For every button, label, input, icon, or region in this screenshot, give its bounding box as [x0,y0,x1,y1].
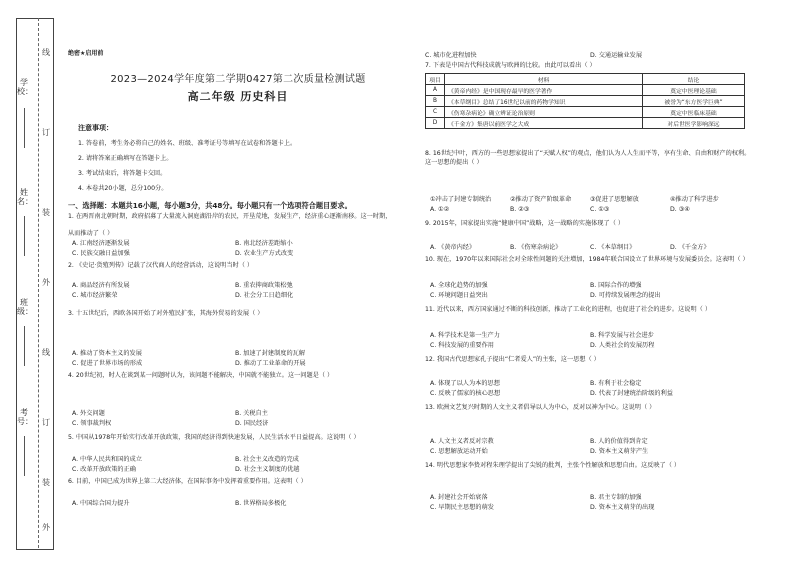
q5-option-a[interactable]: A. 中华人民共和国的成立 [72,456,142,463]
table-cell: 《本草纲目》总结了16世纪以前的药物学知识 [445,96,643,107]
q12-option-b[interactable]: B. 有利于社会稳定 [590,380,642,387]
table-header-cell: 结论 [643,74,745,85]
q10-option-a[interactable]: A. 全球化趋势的加强 [430,282,488,289]
q2-option-c[interactable]: C. 城市经济繁荣 [72,292,118,299]
q11-option-d[interactable]: D. 人类社会的发展历程 [590,342,655,349]
q8-option-c[interactable]: C. ①③ [590,206,610,213]
q5-option-d[interactable]: D. 社会主义制度的优越 [235,466,300,473]
exam-no-label: 考号： [17,408,33,426]
cut-line [38,18,39,548]
dash-mark: 装 [42,478,50,487]
table-cell: 奠定中医临床基础 [643,107,745,118]
q13-option-a[interactable]: A. 人文主义者反对宗教 [430,438,494,445]
q14-option-b[interactable]: B. 君主专制的加强 [590,494,642,501]
q2-option-b[interactable]: B. 重农抑商政策松弛 [235,282,293,289]
question-7-table [425,73,745,129]
q12-option-a[interactable]: A. 体现了以人为本的思想 [430,380,500,387]
question-12-stem: 12. 我国古代思想家孔子提出“仁者爱人”的主张，这一思想（ ） [425,356,600,363]
name-underline [24,216,26,256]
table-cell: B [426,96,445,107]
table-cell: 被誉为“东方医学巨典” [643,96,745,107]
table-header-cell: 项目 [426,74,445,85]
q1-option-d[interactable]: D. 农业生产方式改变 [235,250,294,257]
q11-option-b[interactable]: B. 科学发展与社会进步 [590,332,654,339]
exam-title: 2023—2024学年度第二学期0427第二次质量检测试题 [110,74,366,85]
question-1-stem: 1. 在两晋南北朝时期，政府招募了大量流入洞庭湖沿岸的农民，开垦荒地，发展生产，经济重心逐渐南移。这一时期， [68,213,392,220]
question-6-stem: 6. 目前，中国已成为世界上第二大经济体，在国际事务中发挥着重要作用。这表明（ ） [68,478,307,485]
dash-mark: 线 [42,48,50,57]
q1-option-a[interactable]: A. 江南经济逐渐发展 [72,240,130,247]
question-11-stem: 11. 近代以来，西方国家通过不断的科技创新，推动了工业化的进程，也促进了社会的进步。这说明（ ） [425,306,712,313]
q14-option-c[interactable]: C. 早期民主思想的萌发 [430,504,494,511]
question-8-stem: 8. 16世纪中叶，西方的一些思想家提出了“天赋人权”的观点，他们认为人人生而平等，享有生命、自由和财产的权利。这一思想的提出（ ） [425,150,751,166]
q13-option-b[interactable]: B. 人的价值得到肯定 [590,438,648,445]
table-header-row [426,74,745,85]
confidential-mark: 绝密★启用前 [68,50,104,57]
table-row [426,107,745,118]
table-cell: A [426,85,445,96]
q6-option-c[interactable]: C. 城市化进程加快 [425,52,477,59]
exam-subtitle: 高二年级 历史科目 [187,90,289,103]
question-3-stem: 3. 十五世纪后，西欧各国开始了对外殖民扩张，其海外贸易的发展（ ） [68,310,264,317]
q9-option-a[interactable]: A. 《黄帝内经》 [430,244,476,251]
question-7-stem: 7. 下表是中国古代科技成就与欧洲的比较。由此可以看出（ ） [425,62,596,69]
table-cell: 《伤寒杂病论》确立辨证论治原则 [445,107,643,118]
dash-mark: 订 [42,418,50,427]
table-row [426,85,745,96]
q9-option-d[interactable]: D. 《千金方》 [670,244,710,251]
notice-heading: 注意事项： [78,124,113,132]
binding-strip [8,18,58,548]
q1-option-c[interactable]: C. 民族交融日益加强 [72,250,130,257]
q6-option-b[interactable]: B. 世界格局多极化 [235,500,287,507]
notice-item: 4. 本卷共20小题，总分100分。 [78,185,168,192]
q4-option-a[interactable]: A. 外交问题 [72,410,105,417]
q3-option-c[interactable]: C. 促进了世界市场的形成 [72,360,143,367]
q11-option-a[interactable]: A. 科学技术是第一生产力 [430,332,500,339]
class-underline [24,326,26,366]
table-cell: C [426,107,445,118]
q5-option-b[interactable]: B. 社会主义改造的完成 [235,456,299,463]
table-row [426,96,745,107]
q13-option-c[interactable]: C. 思想解放运动开始 [430,448,488,455]
q3-option-d[interactable]: D. 推动了工业革命的开展 [235,360,306,367]
dash-mark: 外 [42,278,50,287]
q10-option-d[interactable]: D. 可持续发展理念的提出 [590,292,661,299]
question-1-stem-cont: 从而推动了（ ） [68,230,114,237]
dash-mark: 线 [42,348,50,357]
notice-item: 3. 考试结束后，将答题卡交回。 [78,170,167,177]
q10-option-b[interactable]: B. 国际合作的增强 [590,282,642,289]
q12-option-d[interactable]: D. 代表了封建统治阶级的利益 [590,390,673,397]
question-4-stem: 4. 20世纪初，时人在谈到某一问题时认为，该问题不能解决，中国就不能独立。这一问题是（ ） [68,372,334,379]
q14-option-a[interactable]: A. 封建社会开始衰落 [430,494,488,501]
q3-option-a[interactable]: A. 推动了资本主义的发展 [72,350,142,357]
q8-statement-1: ①冲击了封建专制统治 [430,196,492,203]
q8-statement-4: ④推动了科学进步 [670,196,719,203]
q4-option-b[interactable]: B. 关税自主 [235,410,268,417]
q10-option-c[interactable]: C. 环境问题日益突出 [430,292,488,299]
dash-mark: 订 [42,128,50,137]
table-cell: 对后世医学影响深远 [643,118,745,129]
q2-option-d[interactable]: D. 社会分工日趋细化 [235,292,294,299]
q8-statement-2: ②推动了资产阶级革命 [510,196,572,203]
q1-option-b[interactable]: B. 南北经济差距缩小 [235,240,293,247]
q11-option-c[interactable]: C. 科技发展的重要作用 [430,342,494,349]
q14-option-d[interactable]: D. 资本主义萌芽的出现 [590,504,655,511]
name-label: 姓名： [17,188,33,206]
table-cell: D [426,118,445,129]
exam-no-underline [24,436,26,476]
q8-option-b[interactable]: B. ②③ [510,206,530,213]
question-9-stem: 9. 2015年，国家提出实施“健康中国”战略，这一战略的实施体现了（ ） [425,220,625,227]
table-cell: 《黄帝内经》是中国现存最早的医学著作 [445,85,643,96]
q6-option-d[interactable]: D. 交通运输业发展 [590,52,643,59]
table-cell: 《千金方》集唐以前医学之大成 [445,118,643,129]
notice-item: 2. 请将答案正确填写在答题卡上。 [78,155,173,162]
question-14-stem: 14. 明代思想家李贽对程朱理学提出了尖锐的批判，主张个性解放和思想自由。这反映了（ ） [425,462,681,469]
q8-option-a[interactable]: A. ①② [430,206,450,213]
q9-option-b[interactable]: B. 《伤寒杂病论》 [510,244,562,251]
q6-option-a[interactable]: A. 中国综合国力提升 [72,500,130,507]
q9-option-c[interactable]: C. 《本草纲目》 [590,244,636,251]
notice-item: 1. 答卷前，考生务必将自己的姓名、班级、准考证号等填写在试卷和答题卡上。 [78,140,297,147]
question-10-stem: 10. 现在，1970年以来国际社会对全球性问题的关注增加，1984年联合国设立了世界环境与发展委员会。这表明（ ） [425,256,749,263]
q5-option-c[interactable]: C. 改革开放政策的正确 [72,466,136,473]
question-2-stem: 2. 《史记·货殖列传》记载了汉代商人的经营活动，这说明当时（ ） [68,262,254,269]
q4-option-d[interactable]: D. 国民经济 [235,420,269,427]
school-underline [24,108,26,148]
question-5-stem: 5. 中国从1978年开始实行改革开放政策，我国的经济得到快速发展，人民生活水平日益提高。这说明（ ） [68,434,360,441]
q8-option-d[interactable]: D. ③④ [670,206,690,213]
dash-mark: 外 [42,523,50,532]
question-13-stem: 13. 欧洲文艺复兴时期的人文主义者倡导以人为中心，反对以神为中心。这说明（ ） [425,404,656,411]
school-label: 学校： [17,78,33,96]
dash-mark: 装 [42,208,50,217]
q2-option-a[interactable]: A. 商品经济有所发展 [72,282,130,289]
q8-statement-3: ③促进了思想解放 [590,196,639,203]
q4-option-c[interactable]: C. 领事裁判权 [72,420,112,427]
table-header-cell: 材料 [445,74,643,85]
q13-option-d[interactable]: D. 资本主义萌芽产生 [590,448,649,455]
class-label: 班级： [17,298,33,316]
table-cell: 奠定中医理论基础 [643,85,745,96]
q3-option-b[interactable]: B. 加速了封建制度的瓦解 [235,350,306,357]
table-row [426,118,745,129]
q12-option-c[interactable]: C. 反映了儒家的核心思想 [430,390,501,397]
section-heading: 一、选择题：本题共16小题，每小题3分，共48分。每小题只有一个选项符合题目要求。 [68,201,352,210]
